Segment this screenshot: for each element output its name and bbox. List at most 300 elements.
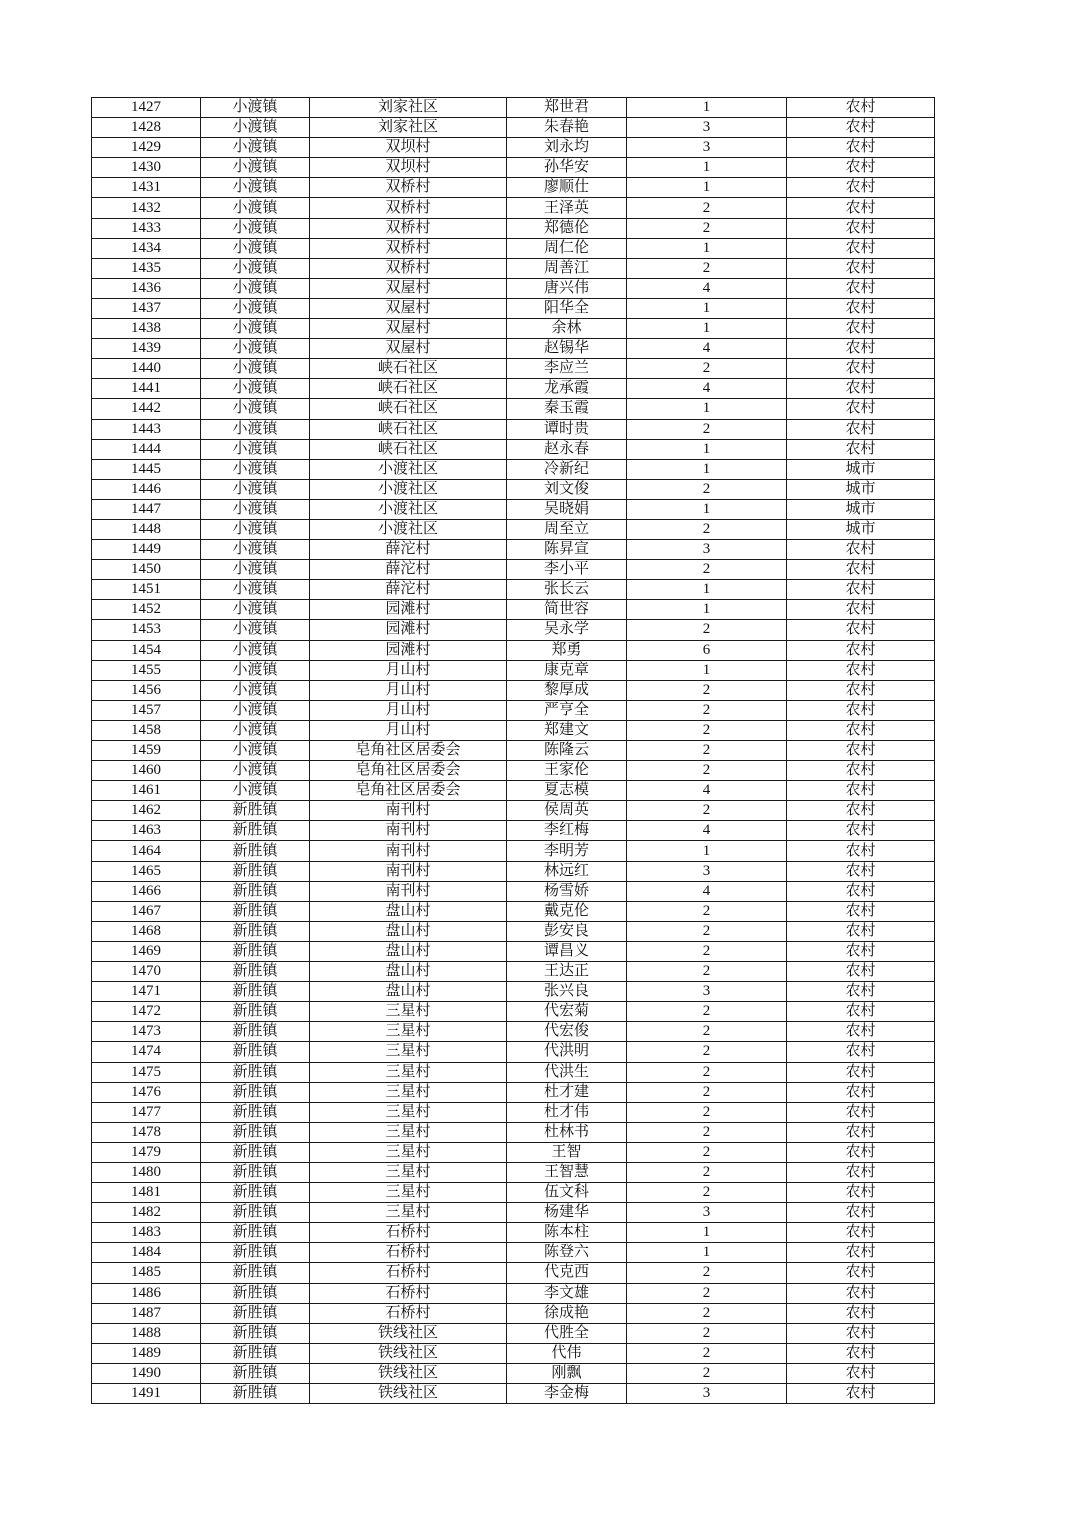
household-count-cell: 2 bbox=[627, 700, 787, 720]
area-type-cell: 农村 bbox=[787, 580, 935, 600]
table-row bbox=[92, 680, 935, 700]
town-cell: 小渡镇 bbox=[201, 600, 310, 620]
household-count-cell: 2 bbox=[627, 1042, 787, 1062]
household-count-cell: 2 bbox=[627, 1183, 787, 1203]
area-type-cell: 农村 bbox=[787, 720, 935, 740]
town-cell: 新胜镇 bbox=[201, 881, 310, 901]
row-number-cell: 1441 bbox=[92, 379, 201, 399]
area-type-cell: 农村 bbox=[787, 298, 935, 318]
name-cell: 廖顺仕 bbox=[507, 178, 627, 198]
row-number-cell: 1463 bbox=[92, 821, 201, 841]
table-row bbox=[92, 1323, 935, 1343]
name-cell: 刚飘 bbox=[507, 1363, 627, 1383]
village-cell: 铁线社区 bbox=[310, 1363, 507, 1383]
table-row bbox=[92, 660, 935, 680]
town-cell: 小渡镇 bbox=[201, 178, 310, 198]
table-row bbox=[92, 801, 935, 821]
town-cell: 新胜镇 bbox=[201, 982, 310, 1002]
household-count-cell: 2 bbox=[627, 218, 787, 238]
town-cell: 小渡镇 bbox=[201, 720, 310, 740]
row-number-cell: 1458 bbox=[92, 720, 201, 740]
name-cell: 吴永学 bbox=[507, 620, 627, 640]
area-type-cell: 农村 bbox=[787, 399, 935, 419]
village-cell: 双屋村 bbox=[310, 339, 507, 359]
household-count-cell: 4 bbox=[627, 821, 787, 841]
area-type-cell: 农村 bbox=[787, 781, 935, 801]
town-cell: 新胜镇 bbox=[201, 1022, 310, 1042]
town-cell: 新胜镇 bbox=[201, 821, 310, 841]
row-number-cell: 1485 bbox=[92, 1263, 201, 1283]
name-cell: 康克章 bbox=[507, 660, 627, 680]
village-cell: 皂角社区居委会 bbox=[310, 741, 507, 761]
town-cell: 小渡镇 bbox=[201, 339, 310, 359]
town-cell: 小渡镇 bbox=[201, 158, 310, 178]
household-count-cell: 2 bbox=[627, 921, 787, 941]
table-row bbox=[92, 640, 935, 660]
village-cell: 三星村 bbox=[310, 1102, 507, 1122]
area-type-cell: 农村 bbox=[787, 118, 935, 138]
table-row bbox=[92, 218, 935, 238]
row-number-cell: 1476 bbox=[92, 1082, 201, 1102]
area-type-cell: 农村 bbox=[787, 821, 935, 841]
row-number-cell: 1430 bbox=[92, 158, 201, 178]
town-cell: 新胜镇 bbox=[201, 1042, 310, 1062]
town-cell: 小渡镇 bbox=[201, 379, 310, 399]
name-cell: 李明芳 bbox=[507, 841, 627, 861]
name-cell: 杜才建 bbox=[507, 1082, 627, 1102]
village-cell: 园滩村 bbox=[310, 640, 507, 660]
area-type-cell: 农村 bbox=[787, 238, 935, 258]
name-cell: 王智慧 bbox=[507, 1162, 627, 1182]
household-count-cell: 4 bbox=[627, 881, 787, 901]
town-cell: 小渡镇 bbox=[201, 138, 310, 158]
table-row bbox=[92, 1022, 935, 1042]
row-number-cell: 1433 bbox=[92, 218, 201, 238]
household-count-cell: 2 bbox=[627, 1022, 787, 1042]
town-cell: 新胜镇 bbox=[201, 1384, 310, 1404]
household-count-cell: 1 bbox=[627, 298, 787, 318]
town-cell: 小渡镇 bbox=[201, 700, 310, 720]
household-count-cell: 2 bbox=[627, 1122, 787, 1142]
area-type-cell: 农村 bbox=[787, 1142, 935, 1162]
village-cell: 月山村 bbox=[310, 720, 507, 740]
town-cell: 新胜镇 bbox=[201, 1183, 310, 1203]
area-type-cell: 农村 bbox=[787, 218, 935, 238]
household-count-cell: 2 bbox=[627, 801, 787, 821]
village-cell: 三星村 bbox=[310, 1203, 507, 1223]
name-cell: 代宏菊 bbox=[507, 1002, 627, 1022]
name-cell: 代宏俊 bbox=[507, 1022, 627, 1042]
household-count-cell: 2 bbox=[627, 720, 787, 740]
name-cell: 朱春艳 bbox=[507, 118, 627, 138]
village-cell: 小渡社区 bbox=[310, 519, 507, 539]
area-type-cell: 农村 bbox=[787, 419, 935, 439]
table-row bbox=[92, 861, 935, 881]
table-row bbox=[92, 499, 935, 519]
household-count-cell: 2 bbox=[627, 479, 787, 499]
town-cell: 小渡镇 bbox=[201, 198, 310, 218]
table-row bbox=[92, 339, 935, 359]
name-cell: 王智 bbox=[507, 1142, 627, 1162]
table-row bbox=[92, 540, 935, 560]
village-cell: 石桥村 bbox=[310, 1223, 507, 1243]
row-number-cell: 1486 bbox=[92, 1283, 201, 1303]
household-count-cell: 2 bbox=[627, 1363, 787, 1383]
village-cell: 盘山村 bbox=[310, 941, 507, 961]
household-count-cell: 1 bbox=[627, 98, 787, 118]
row-number-cell: 1431 bbox=[92, 178, 201, 198]
table-row bbox=[92, 841, 935, 861]
village-cell: 薛沱村 bbox=[310, 540, 507, 560]
village-cell: 小渡社区 bbox=[310, 459, 507, 479]
town-cell: 新胜镇 bbox=[201, 1283, 310, 1303]
household-count-cell: 2 bbox=[627, 1343, 787, 1363]
name-cell: 王达正 bbox=[507, 962, 627, 982]
village-cell: 石桥村 bbox=[310, 1303, 507, 1323]
table-row bbox=[92, 1042, 935, 1062]
area-type-cell: 农村 bbox=[787, 941, 935, 961]
row-number-cell: 1450 bbox=[92, 560, 201, 580]
name-cell: 周至立 bbox=[507, 519, 627, 539]
area-type-cell: 农村 bbox=[787, 560, 935, 580]
village-cell: 双桥村 bbox=[310, 258, 507, 278]
town-cell: 新胜镇 bbox=[201, 1142, 310, 1162]
town-cell: 新胜镇 bbox=[201, 1303, 310, 1323]
table-row bbox=[92, 198, 935, 218]
household-count-cell: 2 bbox=[627, 962, 787, 982]
row-number-cell: 1487 bbox=[92, 1303, 201, 1323]
household-count-cell: 4 bbox=[627, 339, 787, 359]
village-cell: 双屋村 bbox=[310, 319, 507, 339]
village-cell: 月山村 bbox=[310, 680, 507, 700]
row-number-cell: 1474 bbox=[92, 1042, 201, 1062]
name-cell: 彭安良 bbox=[507, 921, 627, 941]
village-cell: 三星村 bbox=[310, 1122, 507, 1142]
table-row bbox=[92, 278, 935, 298]
name-cell: 唐兴伟 bbox=[507, 278, 627, 298]
area-type-cell: 农村 bbox=[787, 982, 935, 1002]
name-cell: 谭昌义 bbox=[507, 941, 627, 961]
area-type-cell: 农村 bbox=[787, 881, 935, 901]
row-number-cell: 1455 bbox=[92, 660, 201, 680]
row-number-cell: 1460 bbox=[92, 761, 201, 781]
household-count-cell: 3 bbox=[627, 1384, 787, 1404]
area-type-cell: 农村 bbox=[787, 1162, 935, 1182]
household-count-cell: 1 bbox=[627, 1243, 787, 1263]
town-cell: 新胜镇 bbox=[201, 861, 310, 881]
name-cell: 代胜全 bbox=[507, 1323, 627, 1343]
row-number-cell: 1467 bbox=[92, 901, 201, 921]
name-cell: 徐成艳 bbox=[507, 1303, 627, 1323]
table-row bbox=[92, 359, 935, 379]
name-cell: 赵锡华 bbox=[507, 339, 627, 359]
town-cell: 新胜镇 bbox=[201, 1263, 310, 1283]
name-cell: 简世容 bbox=[507, 600, 627, 620]
name-cell: 侯周英 bbox=[507, 801, 627, 821]
table-row bbox=[92, 1243, 935, 1263]
row-number-cell: 1477 bbox=[92, 1102, 201, 1122]
household-count-cell: 2 bbox=[627, 1162, 787, 1182]
name-cell: 王家伦 bbox=[507, 761, 627, 781]
village-cell: 小渡社区 bbox=[310, 479, 507, 499]
row-number-cell: 1439 bbox=[92, 339, 201, 359]
village-cell: 峡石社区 bbox=[310, 419, 507, 439]
table-row bbox=[92, 1203, 935, 1223]
household-count-cell: 1 bbox=[627, 660, 787, 680]
village-cell: 南刊村 bbox=[310, 801, 507, 821]
town-cell: 小渡镇 bbox=[201, 560, 310, 580]
town-cell: 新胜镇 bbox=[201, 921, 310, 941]
area-type-cell: 农村 bbox=[787, 1183, 935, 1203]
village-cell: 铁线社区 bbox=[310, 1343, 507, 1363]
name-cell: 陈登六 bbox=[507, 1243, 627, 1263]
household-count-cell: 2 bbox=[627, 1102, 787, 1122]
village-cell: 石桥村 bbox=[310, 1243, 507, 1263]
town-cell: 小渡镇 bbox=[201, 399, 310, 419]
area-type-cell: 农村 bbox=[787, 1363, 935, 1383]
household-count-cell: 2 bbox=[627, 258, 787, 278]
table-row bbox=[92, 459, 935, 479]
row-number-cell: 1443 bbox=[92, 419, 201, 439]
household-count-cell: 4 bbox=[627, 379, 787, 399]
name-cell: 郑建文 bbox=[507, 720, 627, 740]
town-cell: 新胜镇 bbox=[201, 1223, 310, 1243]
village-cell: 南刊村 bbox=[310, 841, 507, 861]
household-count-cell: 2 bbox=[627, 419, 787, 439]
household-count-cell: 2 bbox=[627, 1142, 787, 1162]
village-cell: 薛沱村 bbox=[310, 560, 507, 580]
row-number-cell: 1456 bbox=[92, 680, 201, 700]
area-type-cell: 农村 bbox=[787, 339, 935, 359]
name-cell: 吴晓娟 bbox=[507, 499, 627, 519]
area-type-cell: 农村 bbox=[787, 1243, 935, 1263]
town-cell: 小渡镇 bbox=[201, 519, 310, 539]
town-cell: 小渡镇 bbox=[201, 98, 310, 118]
village-cell: 月山村 bbox=[310, 660, 507, 680]
area-type-cell: 农村 bbox=[787, 901, 935, 921]
row-number-cell: 1452 bbox=[92, 600, 201, 620]
town-cell: 小渡镇 bbox=[201, 359, 310, 379]
row-number-cell: 1462 bbox=[92, 801, 201, 821]
town-cell: 小渡镇 bbox=[201, 278, 310, 298]
row-number-cell: 1473 bbox=[92, 1022, 201, 1042]
town-cell: 小渡镇 bbox=[201, 459, 310, 479]
area-type-cell: 农村 bbox=[787, 1283, 935, 1303]
table-row bbox=[92, 1363, 935, 1383]
village-cell: 峡石社区 bbox=[310, 359, 507, 379]
town-cell: 新胜镇 bbox=[201, 1062, 310, 1082]
household-count-cell: 2 bbox=[627, 901, 787, 921]
row-number-cell: 1453 bbox=[92, 620, 201, 640]
area-type-cell: 农村 bbox=[787, 1384, 935, 1404]
row-number-cell: 1437 bbox=[92, 298, 201, 318]
town-cell: 新胜镇 bbox=[201, 962, 310, 982]
table-row bbox=[92, 941, 935, 961]
village-cell: 铁线社区 bbox=[310, 1323, 507, 1343]
household-count-cell: 4 bbox=[627, 278, 787, 298]
row-number-cell: 1449 bbox=[92, 540, 201, 560]
name-cell: 张兴良 bbox=[507, 982, 627, 1002]
household-count-cell: 1 bbox=[627, 399, 787, 419]
name-cell: 李小平 bbox=[507, 560, 627, 580]
row-number-cell: 1464 bbox=[92, 841, 201, 861]
name-cell: 张长云 bbox=[507, 580, 627, 600]
table-row bbox=[92, 178, 935, 198]
row-number-cell: 1438 bbox=[92, 319, 201, 339]
town-cell: 小渡镇 bbox=[201, 620, 310, 640]
town-cell: 新胜镇 bbox=[201, 901, 310, 921]
household-count-cell: 3 bbox=[627, 982, 787, 1002]
town-cell: 新胜镇 bbox=[201, 1102, 310, 1122]
row-number-cell: 1427 bbox=[92, 98, 201, 118]
name-cell: 余林 bbox=[507, 319, 627, 339]
name-cell: 黎厚成 bbox=[507, 680, 627, 700]
village-cell: 盘山村 bbox=[310, 921, 507, 941]
household-count-cell: 2 bbox=[627, 761, 787, 781]
household-count-cell: 1 bbox=[627, 459, 787, 479]
village-cell: 皂角社区居委会 bbox=[310, 781, 507, 801]
town-cell: 新胜镇 bbox=[201, 1162, 310, 1182]
table-row bbox=[92, 781, 935, 801]
row-number-cell: 1442 bbox=[92, 399, 201, 419]
table-row bbox=[92, 1122, 935, 1142]
village-cell: 南刊村 bbox=[310, 821, 507, 841]
table-row bbox=[92, 118, 935, 138]
household-count-cell: 3 bbox=[627, 1203, 787, 1223]
area-type-cell: 农村 bbox=[787, 1042, 935, 1062]
town-cell: 小渡镇 bbox=[201, 238, 310, 258]
row-number-cell: 1480 bbox=[92, 1162, 201, 1182]
row-number-cell: 1469 bbox=[92, 941, 201, 961]
row-number-cell: 1440 bbox=[92, 359, 201, 379]
town-cell: 新胜镇 bbox=[201, 1122, 310, 1142]
row-number-cell: 1436 bbox=[92, 278, 201, 298]
name-cell: 李金梅 bbox=[507, 1384, 627, 1404]
town-cell: 新胜镇 bbox=[201, 941, 310, 961]
household-count-cell: 2 bbox=[627, 1283, 787, 1303]
area-type-cell: 农村 bbox=[787, 158, 935, 178]
name-cell: 杨雪娇 bbox=[507, 881, 627, 901]
area-type-cell: 农村 bbox=[787, 962, 935, 982]
table-row bbox=[92, 901, 935, 921]
row-number-cell: 1488 bbox=[92, 1323, 201, 1343]
table-row bbox=[92, 560, 935, 580]
name-cell: 王泽英 bbox=[507, 198, 627, 218]
area-type-cell: 农村 bbox=[787, 198, 935, 218]
village-cell: 双桥村 bbox=[310, 198, 507, 218]
row-number-cell: 1459 bbox=[92, 741, 201, 761]
area-type-cell: 农村 bbox=[787, 620, 935, 640]
household-count-cell: 4 bbox=[627, 781, 787, 801]
row-number-cell: 1483 bbox=[92, 1223, 201, 1243]
household-count-cell: 1 bbox=[627, 600, 787, 620]
name-cell: 阳华全 bbox=[507, 298, 627, 318]
table-row bbox=[92, 580, 935, 600]
village-cell: 刘家社区 bbox=[310, 118, 507, 138]
row-number-cell: 1444 bbox=[92, 439, 201, 459]
area-type-cell: 农村 bbox=[787, 1022, 935, 1042]
village-cell: 南刊村 bbox=[310, 881, 507, 901]
table-row bbox=[92, 158, 935, 178]
area-type-cell: 农村 bbox=[787, 861, 935, 881]
household-count-cell: 2 bbox=[627, 741, 787, 761]
table-body bbox=[92, 98, 935, 1404]
name-cell: 杜才伟 bbox=[507, 1102, 627, 1122]
row-number-cell: 1471 bbox=[92, 982, 201, 1002]
area-type-cell: 城市 bbox=[787, 519, 935, 539]
name-cell: 夏志模 bbox=[507, 781, 627, 801]
area-type-cell: 农村 bbox=[787, 278, 935, 298]
village-cell: 双屋村 bbox=[310, 278, 507, 298]
town-cell: 小渡镇 bbox=[201, 118, 310, 138]
household-count-cell: 2 bbox=[627, 1263, 787, 1283]
row-number-cell: 1482 bbox=[92, 1203, 201, 1223]
town-cell: 小渡镇 bbox=[201, 479, 310, 499]
row-number-cell: 1468 bbox=[92, 921, 201, 941]
town-cell: 新胜镇 bbox=[201, 1343, 310, 1363]
area-type-cell: 农村 bbox=[787, 1082, 935, 1102]
town-cell: 新胜镇 bbox=[201, 1323, 310, 1343]
household-count-cell: 1 bbox=[627, 1223, 787, 1243]
area-type-cell: 城市 bbox=[787, 479, 935, 499]
village-cell: 盘山村 bbox=[310, 962, 507, 982]
table-row bbox=[92, 238, 935, 258]
table-row bbox=[92, 700, 935, 720]
household-count-cell: 1 bbox=[627, 439, 787, 459]
name-cell: 龙承霞 bbox=[507, 379, 627, 399]
area-type-cell: 农村 bbox=[787, 600, 935, 620]
village-cell: 三星村 bbox=[310, 1002, 507, 1022]
household-count-cell: 2 bbox=[627, 680, 787, 700]
village-cell: 双桥村 bbox=[310, 178, 507, 198]
village-cell: 小渡社区 bbox=[310, 499, 507, 519]
village-cell: 皂角社区居委会 bbox=[310, 761, 507, 781]
row-number-cell: 1445 bbox=[92, 459, 201, 479]
area-type-cell: 农村 bbox=[787, 1303, 935, 1323]
table-row bbox=[92, 419, 935, 439]
table-row bbox=[92, 821, 935, 841]
name-cell: 戴克伦 bbox=[507, 901, 627, 921]
household-count-cell: 2 bbox=[627, 198, 787, 218]
row-number-cell: 1465 bbox=[92, 861, 201, 881]
town-cell: 小渡镇 bbox=[201, 781, 310, 801]
table-row bbox=[92, 1062, 935, 1082]
household-count-cell: 3 bbox=[627, 138, 787, 158]
town-cell: 新胜镇 bbox=[201, 1082, 310, 1102]
area-type-cell: 农村 bbox=[787, 540, 935, 560]
table-row bbox=[92, 1263, 935, 1283]
area-type-cell: 农村 bbox=[787, 138, 935, 158]
table-row bbox=[92, 1142, 935, 1162]
table-row bbox=[92, 1343, 935, 1363]
area-type-cell: 农村 bbox=[787, 1223, 935, 1243]
town-cell: 新胜镇 bbox=[201, 1002, 310, 1022]
table-row bbox=[92, 379, 935, 399]
row-number-cell: 1466 bbox=[92, 881, 201, 901]
town-cell: 新胜镇 bbox=[201, 1243, 310, 1263]
row-number-cell: 1491 bbox=[92, 1384, 201, 1404]
household-count-cell: 2 bbox=[627, 1002, 787, 1022]
village-cell: 南刊村 bbox=[310, 861, 507, 881]
table-row bbox=[92, 298, 935, 318]
area-type-cell: 农村 bbox=[787, 439, 935, 459]
area-type-cell: 农村 bbox=[787, 1122, 935, 1142]
row-number-cell: 1479 bbox=[92, 1142, 201, 1162]
area-type-cell: 农村 bbox=[787, 379, 935, 399]
table-row bbox=[92, 1303, 935, 1323]
table-row bbox=[92, 319, 935, 339]
town-cell: 小渡镇 bbox=[201, 540, 310, 560]
